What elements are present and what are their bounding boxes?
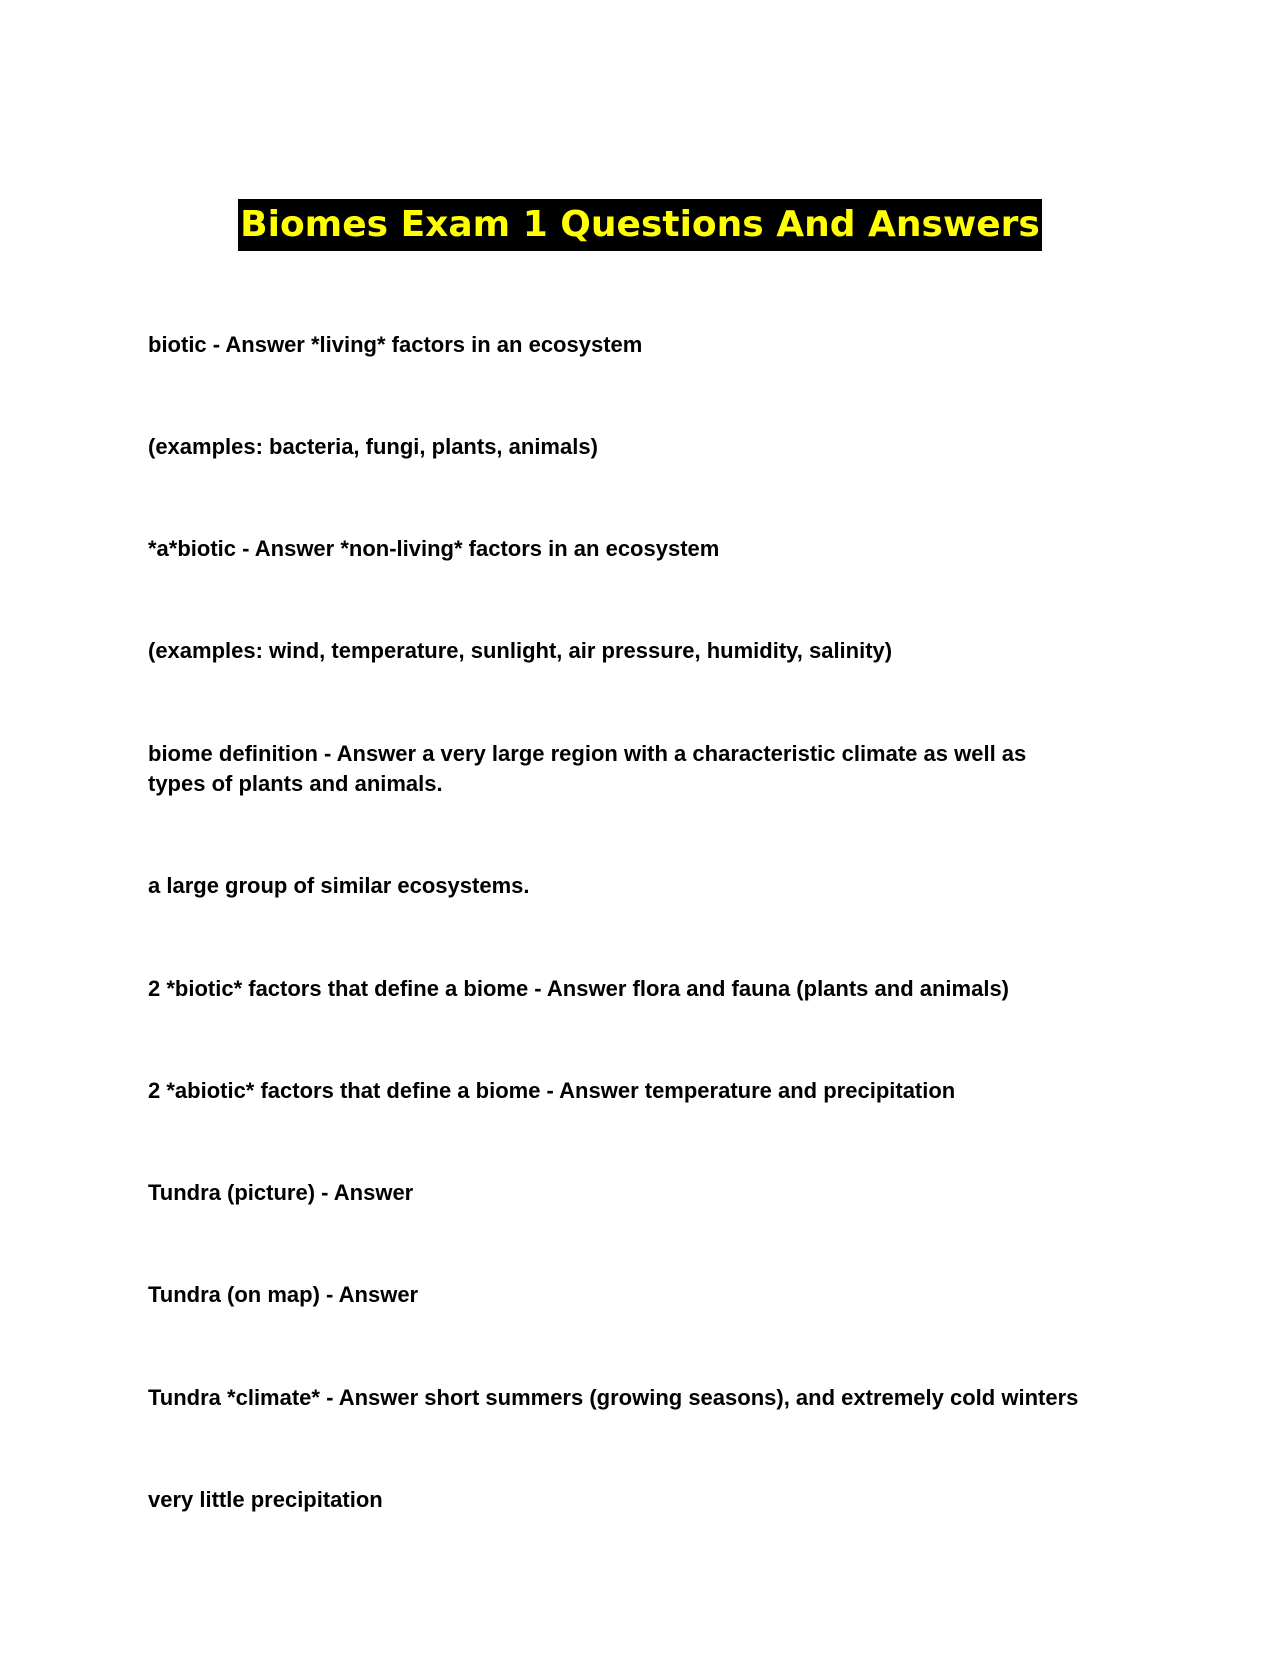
qa-line-biome-definition: biome definition - Answer a very large region with a characteristic climate as well as [148,741,1027,766]
qa-line-biome-group: a large group of similar ecosystems. [148,873,530,898]
qa-line-abiotic: *a*biotic - Answer *non-living* factors in an ecosystem [148,536,720,561]
qa-line-tundra-climate: Tundra *climate* - Answer short summers (growing seasons), and extremely cold winters [148,1385,1079,1410]
document-title: Biomes Exam 1 Questions And Answers [238,199,1042,251]
title-container [0,199,1280,251]
qa-line-biotic-examples: (examples: bacteria, fungi, plants, animals) [148,434,598,459]
qa-line-biome-definition-cont: types of plants and animals. [148,771,443,796]
qa-line-biotic-factors: 2 *biotic* factors that define a biome - Answer flora and fauna (plants and animals) [148,976,1010,1001]
qa-line-tundra-precipitation: very little precipitation [148,1487,383,1512]
qa-line-tundra-map: Tundra (on map) - Answer [148,1282,419,1307]
qa-line-abiotic-factors: 2 *abiotic* factors that define a biome - Answer temperature and precipitation [148,1078,956,1103]
qa-line-tundra-picture: Tundra (picture) - Answer [148,1180,414,1205]
qa-line-abiotic-examples: (examples: wind, temperature, sunlight, air pressure, humidity, salinity) [148,638,893,663]
qa-line-biotic: biotic - Answer *living* factors in an ecosystem [148,332,643,357]
